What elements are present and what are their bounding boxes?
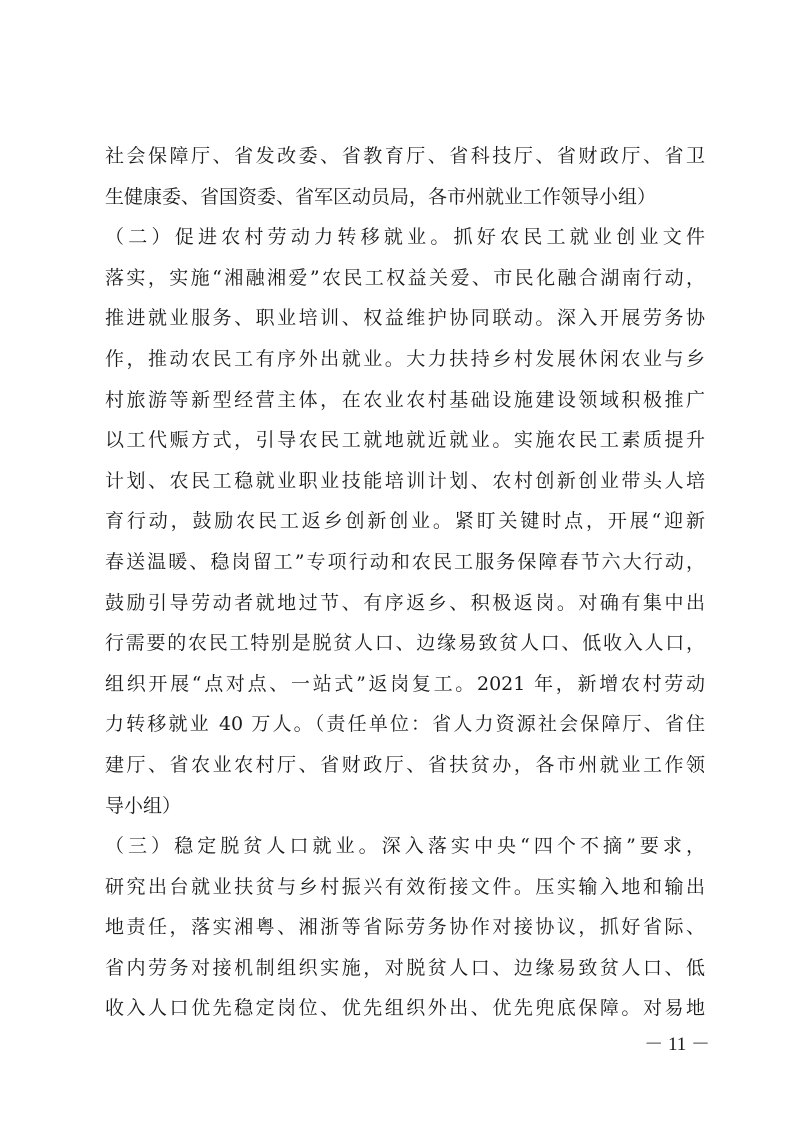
text-line: 力转移就业 40 万人。（责任单位：省人力资源社会保障厅、省住 (105, 713, 705, 736)
text-line: 收入人口优先稳定岗位、优先组织外出、优先兜底保障。对易地 (105, 997, 705, 1020)
text-line: 计划、农民工稳就业职业技能培训计划、农村创新创业带头人培 (105, 469, 705, 492)
text-line: 省内劳务对接机制组织实施，对脱贫人口、边缘易致贫人口、低 (105, 956, 705, 979)
text-line: 鼓励引导劳动者就地过节、有序返乡、积极返岗。对确有集中出 (105, 591, 705, 614)
text-line: 作，推动农民工有序外出就业。大力扶持乡村发展休闲农业与乡 (105, 347, 705, 370)
section-heading-line: （三）稳定脱贫人口就业。深入落实中央“四个不摘”要求， (105, 835, 705, 858)
text-line: 研究出台就业扶贫与乡村振兴有效衔接文件。压实输入地和输出 (105, 875, 705, 898)
text-line: 导小组） (105, 794, 182, 817)
text-line: 建厅、省农业农村厅、省财政厅、省扶贫办，各市州就业工作领 (105, 753, 705, 776)
text-line: 村旅游等新型经营主体，在农业农村基础设施建设领域积极推广 (105, 388, 705, 411)
text-line: 春送温暖、稳岗留工”专项行动和农民工服务保障春节六大行动， (105, 550, 705, 573)
text-line: 落实，实施“湘融湘爱”农民工权益关爱、市民化融合湖南行动， (105, 266, 705, 289)
text-line: 推进就业服务、职业培训、权益维护协同联动。深入开展劳务协 (105, 307, 705, 330)
text-line: 社会保障厅、省发改委、省教育厅、省科技厅、省财政厅、省卫 (105, 145, 705, 167)
text-line: 组织开展“点对点、一站式”返岗复工。2021 年，新增农村劳动 (105, 672, 705, 695)
section-heading-line: （二）促进农村劳动力转移就业。抓好农民工就业创业文件 (105, 226, 705, 249)
text-line: 行需要的农民工特别是脱贫人口、边缘易致贫人口、低收入人口， (105, 632, 705, 655)
text-line: 育行动，鼓励农民工返乡创新创业。紧盯关键时点，开展“迎新 (105, 510, 705, 533)
body-text (105, 136, 705, 1029)
text-line: 生健康委、省国资委、省军区动员局，各市州就业工作领导小组） (105, 185, 657, 208)
page-number: － 11 － (644, 1034, 710, 1055)
text-line: 以工代赈方式，引导农民工就地就近就业。实施农民工素质提升 (105, 429, 705, 452)
text-line: 地责任，落实湘粤、湘浙等省际劳务协作对接协议，抓好省际、 (105, 916, 705, 939)
